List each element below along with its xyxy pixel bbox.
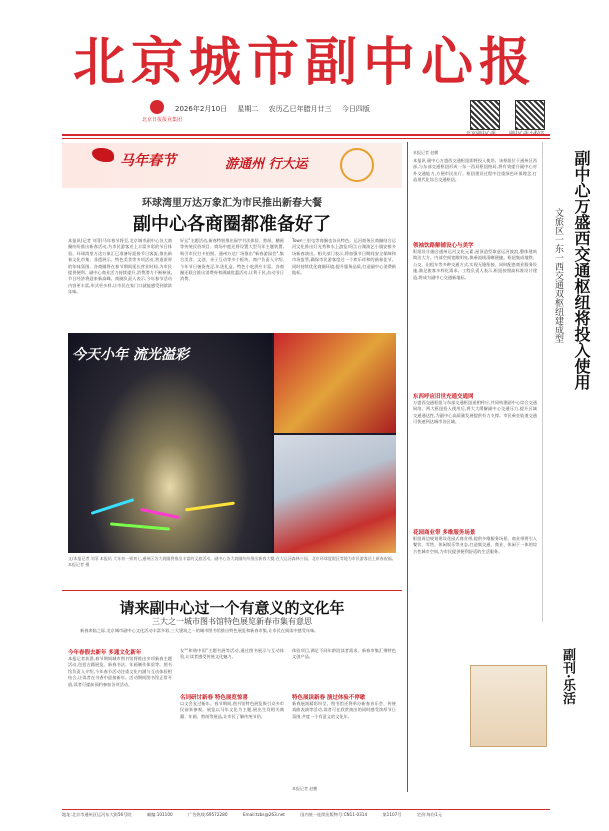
article-column: 以文会友过新年。春节期间,图书馆特色展览吸引众多市民前来参观。展览以马年文化为主题,展出生肖相关典籍、年画、剪纸等展品,让市民了解传统节俗。 bbox=[180, 701, 284, 719]
article-column: 新春展演精彩纷呈。图书馆还将举办新春音乐会、传统戏曲表演等活动,读者可在欣赏演出的同时感受浓厚节日氛围,共度一个有意义的文化年。 bbox=[292, 701, 396, 719]
second-intro: 新春来临之际,北京城市副中心文化活动丰富多彩,三大建筑之一的城市图书馆推出特色展览和新春市集,让市民在阅读中感受年味。 bbox=[80, 628, 319, 633]
footer-item: 定价:每份1元 bbox=[416, 812, 442, 817]
divider bbox=[62, 590, 402, 591]
lead-headline: 副中心各商圈都准备好了 bbox=[133, 214, 331, 235]
footer-item: Email:tzbs@263.net bbox=[242, 812, 285, 817]
article-column: 本报讯(记者 刘菲)马年春节将至,北京城市副中心各大商圈纷纷推出新春活动,为市民游客送上丰富多彩的节日体验。环球湾里万达万象汇已准备好迎接节日客流,推出新春文化市集、非遗展示、特色美食等多项活动,营造浓厚的年味氛围。各商圈将在春节期间延长营业时间,为市民提供便利。副中心商业活力持续提升,消费潜力不断释放,节日经济将迎来新高峰。商圈负责人表示,今年春节活动内容更丰富,形式更多样,让市民在家门口就能感受到浓浓年味。 bbox=[68, 238, 172, 295]
page-count: 今日四版 bbox=[341, 105, 370, 113]
photo-title: 今天小年 流光溢彩 bbox=[72, 347, 189, 363]
supplement-title: 副刊·乐活 bbox=[560, 648, 575, 705]
section-heading: 花园商业带 多维服务场景 bbox=[413, 530, 476, 536]
photo-caption: 文/本报记者 刘菲 本报讯 大年初一到初七,通州区各大商圈将推出丰富的文旅活动。副中心各大商圈纷纷推出新春大餐,在大运河森林公园、北京环球度假区等地为市民游客送上新春祝福。 本报记者 摄 bbox=[68, 556, 396, 567]
vertical-headline-block bbox=[548, 150, 608, 480]
vertical-subhead: 文旅区一东一西交通双枢纽建成型 bbox=[553, 208, 563, 343]
dateline bbox=[175, 104, 378, 114]
publisher-name: 北京日报报业集团 bbox=[142, 117, 183, 123]
article-column: 枢纽设计融合通州运河文化元素,屋顶造型取意运河波浪,整体建筑简洁大方。内部空间宽敞明亮,换乘流线清晰便捷。枢纽集成地铁、公交、出租车等多种交通方式,实现无缝衔接。同时配套商业服务设施,满足旅客多样化需求。工程负责人表示,枢纽按照高标准设计建造,将成为副中心交通新地标。 bbox=[413, 249, 537, 280]
photo-lion-dance bbox=[274, 333, 396, 433]
article-column: 好运"主题活动,新春特别推出福字书法体验、剪纸、糖画等传统民俗项目。商场中庭还将设置大型马年主题装置,吸引市民打卡拍照。通州万达广场推出"新春游园会",集合美食、文创、亲子互动等多个板块。商户负责人介绍,今年节日备货充足,年货礼盒、特色小吃供应丰富。各商圈还联合推出消费券和满减优惠活动,让利于民,拉动节日消费。 bbox=[180, 238, 284, 282]
article-column: 体验项目,满足不同年龄段读者需求。新春市集汇聚特色文创产品。 bbox=[292, 648, 396, 660]
section-heading: 今年春假去新年 多通文化新年 bbox=[68, 650, 142, 656]
column-divider bbox=[407, 142, 408, 792]
publisher-logo-icon bbox=[150, 100, 164, 114]
article-column: 枢纽周边规划建设花园式商业带,提供多维服务场景。商业带将引入餐饮、零售、休闲娱乐等业态,打造集交通、商业、休闲于一体的综合性城市空间,为市民提供便利舒适的生活服务。 bbox=[413, 536, 537, 554]
footer-item: 广告热线:69572280 bbox=[188, 812, 228, 817]
newspaper-title: 北京城市副中心报 bbox=[72, 32, 537, 93]
lead-subhead: 环球湾里万达万象汇为市民推出新春大餐 bbox=[142, 198, 322, 209]
second-headline: 请来副中心过一个有意义的文化年 bbox=[119, 599, 345, 617]
section-heading: 名词研讨新春 特色展览惊喜 bbox=[180, 695, 248, 701]
qr-code-icon[interactable] bbox=[515, 100, 545, 130]
divider bbox=[62, 138, 550, 139]
section-heading: 特色展读新春 演过体验不停歇 bbox=[292, 695, 366, 701]
second-subhead: 三大之一城市图书馆特色展览新春市集有意思 bbox=[152, 617, 312, 626]
footer-item: 邮编:101100 bbox=[146, 812, 173, 817]
section-heading: 领袖饮路解铺设心与美学 bbox=[413, 243, 474, 249]
divider bbox=[62, 134, 550, 136]
issue-weekday: 星期二 bbox=[237, 105, 259, 113]
byline: 本报记者 赵鹏 bbox=[292, 786, 318, 791]
footer-item: 第1107号 bbox=[382, 812, 402, 817]
article-column: 友""和谐中国"主题书展等活动,通过图书展示与互动体验,让读者感受传统文化魅力。 bbox=[180, 648, 284, 660]
photo-fireworks bbox=[68, 333, 272, 553]
byline: 本报记者 赵鹏 bbox=[413, 150, 439, 155]
issue-date: 2026年2月10日 bbox=[175, 105, 228, 113]
footer-item: 国内统一连续出版物号:CN11-0314 bbox=[300, 812, 368, 817]
footer-item: 地址:北京市通州区运河东大街56号院 bbox=[62, 812, 132, 817]
lantern-icon bbox=[340, 148, 374, 182]
article-column: 本报讯 副中心万盛西交通枢纽即将投入使用。该枢纽位于通州区西部,与东部交通枢纽形成一东一西双枢纽格局,将有效提升副中心对外交通能力,方便市民出行。枢纽建设过程中注重绿色环保理念,打造现代化综合交通枢纽。 bbox=[413, 158, 537, 183]
photo-spring-festival bbox=[274, 435, 396, 553]
vertical-headline: 副中心万盛西交通枢纽将投入使用 bbox=[572, 150, 591, 390]
banner-text: 游通州 行大运 bbox=[225, 157, 308, 172]
article-column: 本报记者获悉,春节期间城市图书馆将推出多项新春主题活动,包括古籍展览、新春书法、年画制作体验等。图书馆负责人介绍,今年春节活动注重文化内涵与互动体验相结合,让读者在书香中迎接新年。活动期间图书馆正常开放,读者可提前预约参加各项活动。 bbox=[68, 656, 172, 687]
lunar-date: 农历乙巳年腊月廿三 bbox=[268, 105, 332, 113]
footer bbox=[62, 809, 550, 818]
article-column: Town三里屯等商圈也各具特色。运河商务区商圈结合运河文化推出灯光秀和水上游览项目;台湖演艺小镇安排多场新春演出。相关部门表示,将加强节日期间安全保障和市场监管,确保市民游客度过一个欢乐祥和的新春佳节。同时持续优化商圈环境,提升服务品质,打造副中心消费新地标。 bbox=[292, 238, 396, 276]
column-divider bbox=[542, 142, 543, 622]
qr-code-icon[interactable] bbox=[470, 100, 500, 130]
banner-text: 马年春节 bbox=[120, 153, 176, 169]
supplement-ad-image[interactable] bbox=[470, 665, 547, 747]
section-heading: 东西呼应旧世充通交通网 bbox=[413, 394, 474, 400]
article-column: 万盛西交通枢纽与东部交通枢纽遥相呼应,共同构建副中心综合交通网络。两大枢纽投入使用后,将大大缓解副中心交通压力,提升区域交通通达性,为副中心高质量发展提供有力支撑。市民乘坐轨道交通可快速到达城市各区域。 bbox=[413, 400, 537, 425]
